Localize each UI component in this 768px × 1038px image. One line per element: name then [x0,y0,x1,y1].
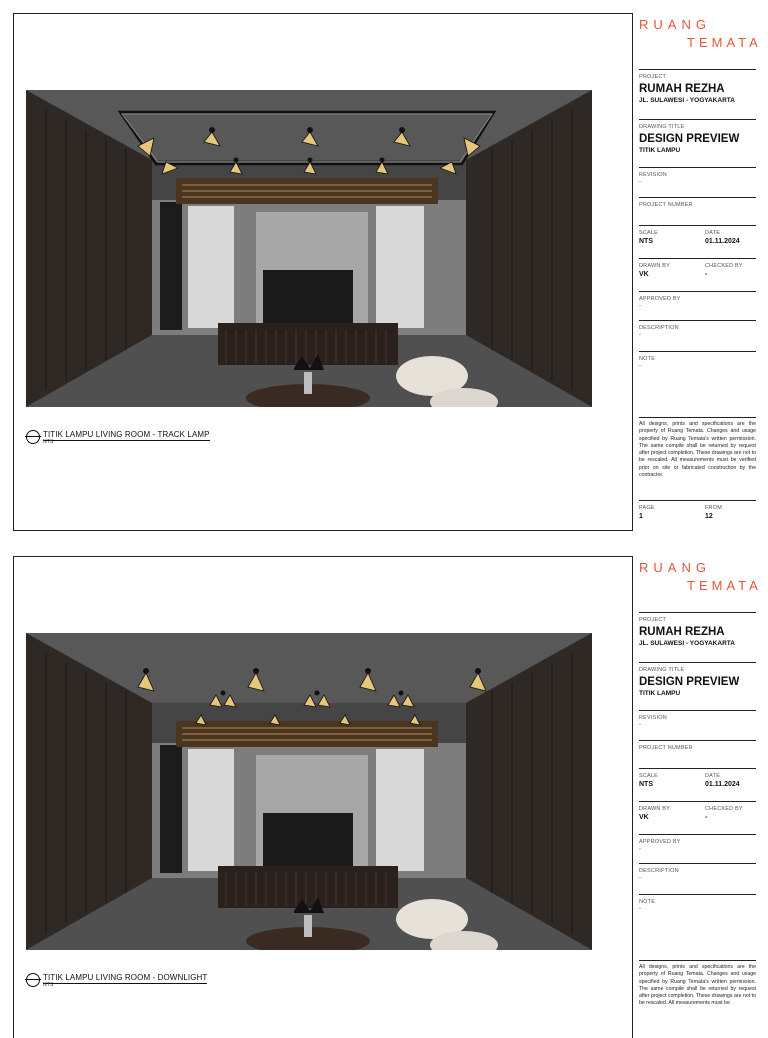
project-row [639,612,756,647]
drawing-sheet-2 [0,543,768,1024]
project-address: JL. SULAWESI - YOGYAKARTA [639,640,735,647]
title-block [639,556,762,1024]
project-number-label: PROJECT NUMBER [639,202,693,208]
note-value: - [639,906,641,912]
project-number-label: PROJECT NUMBER [639,745,693,751]
date-value: 01.11.2024 [705,781,740,788]
approved-row [639,834,756,852]
brand-logo-line1: RUANG [639,560,711,575]
description-label: DESCRIPTION [639,325,679,331]
disclaimer-divider [639,417,756,418]
project-number-row [639,197,756,208]
scale-label: SCALE [639,230,659,236]
note-label: NOTE [639,356,656,362]
project-row [639,69,756,104]
revision-label: REVISION [639,172,667,178]
disclaimer-divider [639,960,756,961]
project-name: RUMAH REZHA [639,626,725,638]
scale-date-row [639,768,756,799]
drawn-checked-row [639,801,756,832]
approved-by-label: APPROVED BY [639,839,681,845]
page-value: 1 [639,513,643,520]
page-label: PAGE [639,505,655,511]
drawing-subtitle: TITIK LAMPU [639,690,681,697]
note-value: - [639,363,641,369]
disclaimer-text: All designs, prints and specifications are the property of Ruang Temata. Changes and usage specified by Ruang Temata's written permission. The same compile shall be returned by request after project completion. These drawings are not to be rescaled. All measurements must be [639,964,756,1007]
description-row [639,863,756,881]
from-label: FROM [705,505,722,511]
brand-logo-line2: TEMATA [687,578,762,593]
render-living-room-downlight [26,633,592,950]
checked-by-value: - [705,814,708,821]
project-number-row [639,740,756,751]
drawing-title: DESIGN PREVIEW [639,676,740,688]
date-label: DATE [705,773,721,779]
note-row [639,894,756,912]
revision-row [639,167,756,185]
project-label: PROJECT [639,617,667,623]
description-value: - [639,875,641,881]
render-living-room-track-lamp [26,90,592,407]
caption-title: TITIK LAMPU LIVING ROOM - DOWNLIGHT [43,973,208,982]
project-address: JL. SULAWESI - YOGYAKARTA [639,97,735,104]
drawn-by-value: VK [639,271,649,278]
description-row [639,320,756,338]
revision-value: - [639,179,641,185]
disclaimer-text: All designs, prints and specifications are the property of Ruang Temata. Changes and usage specified by Ruang Temata's written permission. The same compile shall be returned by request after project completion. These drawings are not to be rescaled. All measurements must be verified prior on site or fabricated construction by the contractor. [639,421,756,479]
caption-title: TITIK LAMPU LIVING ROOM - TRACK LAMP [43,430,210,439]
revision-label: REVISION [639,715,667,721]
caption-scale: NTS [43,982,54,988]
drawn-by-label: DRAWN BY [639,806,671,812]
page-row [639,500,756,527]
checked-by-label: CHECKED BY [705,263,743,269]
room-render-svg [26,90,592,407]
checked-by-value: - [705,271,708,278]
date-value: 01.11.2024 [705,238,740,245]
drawing-title-label: DRAWING TITLE [639,667,685,673]
section-marker-icon [26,973,40,987]
drawn-by-value: VK [639,814,649,821]
section-marker-icon [26,430,40,444]
note-row [639,351,756,369]
project-label: PROJECT [639,74,667,80]
drawing-title-row [639,662,756,697]
scale-value: NTS [639,781,653,788]
brand-logo-line1: RUANG [639,17,711,32]
drawn-checked-row [639,258,756,289]
drawing-title-label: DRAWING TITLE [639,124,685,130]
brand-logo-line2: TEMATA [687,35,762,50]
scale-date-row [639,225,756,256]
scale-label: SCALE [639,773,659,779]
approved-row [639,291,756,309]
description-label: DESCRIPTION [639,868,679,874]
drawn-by-label: DRAWN BY [639,263,671,269]
approved-by-label: APPROVED BY [639,296,681,302]
title-block [639,13,762,530]
checked-by-label: CHECKED BY [705,806,743,812]
approved-by-value: - [639,303,641,309]
project-name: RUMAH REZHA [639,83,725,95]
drawing-title-row [639,119,756,154]
room-render-svg [26,633,592,950]
description-value: - [639,332,641,338]
note-label: NOTE [639,899,656,905]
approved-by-value: - [639,846,641,852]
revision-row [639,710,756,728]
scale-value: NTS [639,238,653,245]
drawing-title: DESIGN PREVIEW [639,133,740,145]
caption-scale: NTS [43,439,54,445]
revision-value: - [639,722,641,728]
from-value: 12 [705,513,713,520]
date-label: DATE [705,230,721,236]
drawing-subtitle: TITIK LAMPU [639,147,681,154]
